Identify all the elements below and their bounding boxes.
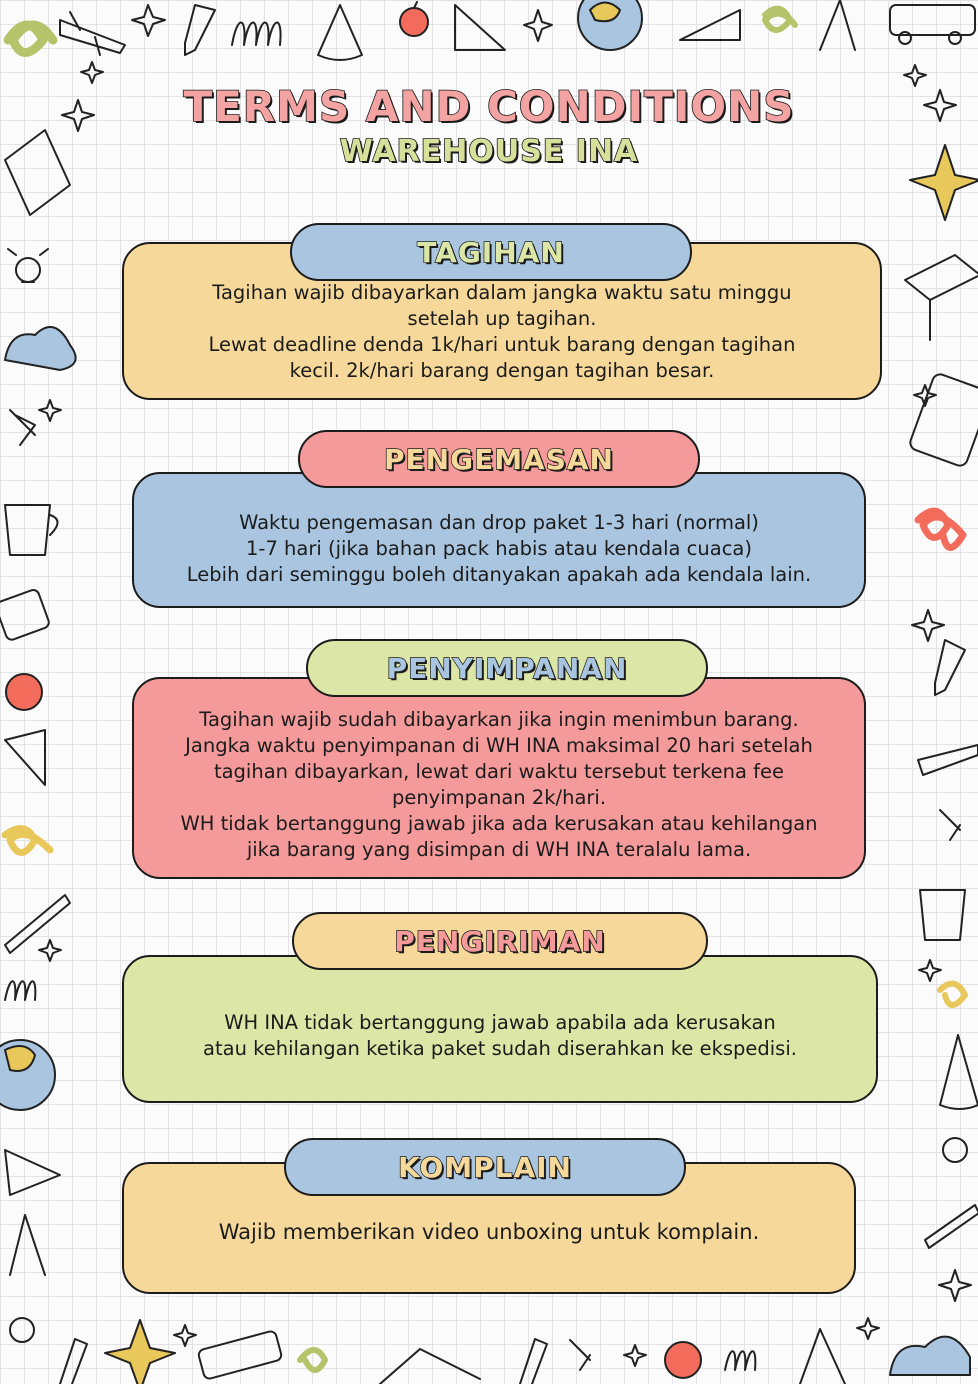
pushpin-icon [570,1340,590,1370]
lightbulb-icon [10,1318,34,1342]
section-heading-pill-penyimpanan [306,639,708,697]
pen-icon [5,895,70,953]
coffee-cup-icon [920,890,965,940]
section-body-pengiriman: WH INA tidak bertanggung jawab apabila ada kerusakan atau kehilangan ketika paket sudah diserahkan ke ekspedisi. [203,1011,797,1060]
cloud-icon [890,1337,970,1375]
star-icon [939,1270,971,1301]
pencil-icon [185,5,215,55]
cloud-icon [5,327,76,370]
section-heading-pill-pengiriman [292,912,708,970]
apple-icon [6,674,42,710]
section-body-tagihan: Tagihan wajib dibayarkan dalam jangka waktu satu minggu setelah up tagihan. Lewat deadline denda 1k/hari untuk barang dengan tagihan kecil. 2k/hari barang dengan tagihan besar. [208,281,796,382]
section-heading-pengemasan: PENGEMASAN [384,442,614,476]
triangle-ruler-icon [680,10,740,40]
calculator-icon [908,372,978,468]
section-heading-pill-komplain [284,1138,686,1196]
star-icon [624,1345,646,1366]
section-body-pengemasan: Waktu pengemasan dan drop paket 1-3 hari (normal) 1-7 hari (jika bahan pack habis atau kendala cuaca) Lebih dari seminggu boleh ditanyakan apakah ada kendala lain. [186,511,812,586]
spiral-icon [232,23,281,46]
star-icon [39,400,61,421]
spiral-icon [725,1351,755,1370]
spiral-icon [5,829,50,853]
apple-icon [400,2,428,36]
globe-icon [578,0,642,50]
school-bus-icon [0,588,50,641]
triangle-ruler-icon [800,1329,845,1384]
pushpin-icon [940,810,960,840]
star-icon [39,940,61,961]
star-icon [105,1320,175,1384]
section-body-komplain: Wajib memberikan video unboxing untuk komplain. [218,1220,760,1244]
section-body-penyimpanan: Tagihan wajib sudah dibayarkan jika ingin menimbun barang. Jangka waktu penyimpanan di WH INA maksimal 20 hari setelah tagihan dibayarkan, lewat dari waktu tersebut terkena fee penyimpanan 2k/hari. WH tidak bertanggung jawab jika ada kerusakan atau kehilangan jika barang yang disimpan di WH INA teralalu lama. [180,708,818,861]
book-icon [380,1349,480,1384]
star-icon [857,1318,879,1339]
school-bus-icon [197,1330,282,1380]
star-icon [132,5,165,36]
pencil-icon [935,640,965,695]
section-heading-pill-pengemasan [298,430,700,488]
cone-icon [318,5,362,60]
cone-icon [940,1035,978,1109]
lightbulb-icon [8,249,48,282]
section-card-penyimpanan [132,677,866,879]
spiral-icon [8,25,53,53]
spiral-icon [765,9,795,30]
airplane-icon [918,745,978,775]
star-icon [919,960,941,981]
school-bus-icon [890,5,975,44]
pen-icon [925,1205,978,1248]
spiral-icon [300,1350,325,1370]
section-heading-pengiriman: PENGIRIMAN [394,924,606,958]
spiral-icon [5,981,35,1000]
globe-icon [0,1040,55,1110]
pencil-icon [60,1339,87,1384]
section-heading-pill-tagihan [290,223,692,281]
triangle-ruler-icon [455,5,505,50]
coffee-cup-icon [5,505,58,555]
section-card-pengiriman [122,955,878,1103]
spiral-icon [918,511,963,547]
triangle-ruler-icon [5,730,45,785]
section-heading-komplain: KOMPLAIN [398,1150,572,1184]
star-icon [524,10,552,41]
section-heading-tagihan: TAGIHAN [417,235,565,269]
lightbulb-icon [943,1138,967,1162]
section-card-pengemasan [132,472,866,608]
apple-icon [665,1342,701,1378]
star-icon [174,1325,196,1346]
spiral-icon [940,984,965,1005]
paper-plane-icon [5,1150,60,1195]
page-subtitle: WAREHOUSE INA [339,134,639,169]
pushpin-icon [10,410,35,445]
section-heading-penyimpanan: PENYIMPANAN [386,651,628,685]
graduation-cap-icon [905,255,978,340]
compass-icon [10,1215,45,1275]
pencil-icon [520,1339,547,1384]
compass-icon [820,0,855,50]
airplane-icon [60,12,125,55]
star-icon [81,62,103,83]
star-icon [912,610,944,641]
page-title: TERMS AND CONDITIONS [183,82,795,131]
